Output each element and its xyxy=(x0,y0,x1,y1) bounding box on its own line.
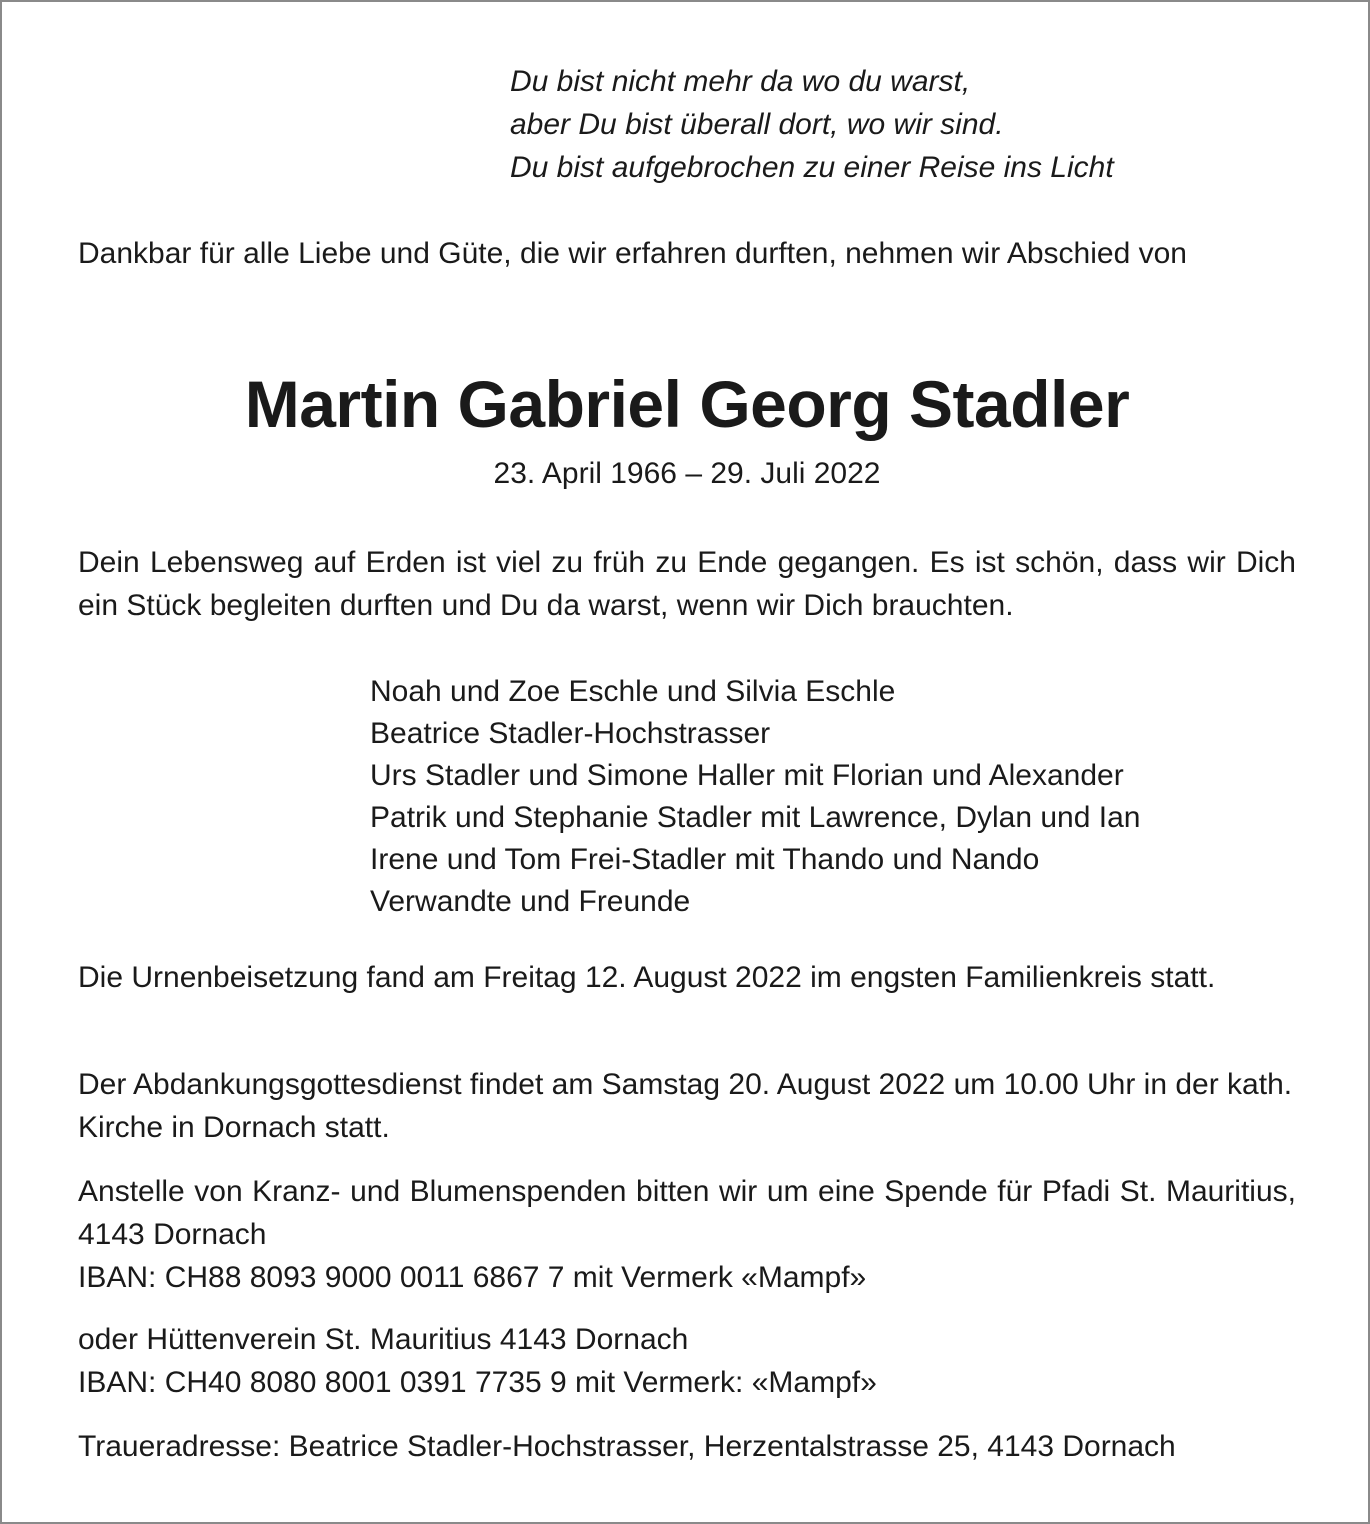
donation-alternative xyxy=(78,1318,1296,1404)
donation-alt-iban: IBAN: CH40 8080 8001 0391 7735 9 mit Vermerk: «Mampf» xyxy=(78,1366,877,1399)
mourner-entry: Beatrice Stadler-Hochstrasser xyxy=(370,717,771,750)
poem-line: aber Du bist überall dort, wo wir sind. xyxy=(510,108,1004,141)
donation-iban: IBAN: CH88 8093 9000 0011 6867 7 mit Vermerk «Mampf» xyxy=(78,1261,867,1294)
intro-text: Dankbar für alle Liebe und Güte, die wir erfahren durften, nehmen wir Abschied von xyxy=(78,237,1187,270)
service-info: Der Abdankungsgottesdienst findet am Samstag 20. August 2022 um 10.00 Uhr in der kath. Kirche in Dornach statt. xyxy=(78,1068,1293,1144)
mourners-list xyxy=(370,671,1140,923)
poem-line: Du bist aufgebrochen zu einer Reise ins Licht xyxy=(510,151,1114,184)
life-dates: 23. April 1966 – 29. Juli 2022 xyxy=(493,457,881,490)
mourner-entry: Urs Stadler und Simone Haller mit Florian und Alexander xyxy=(370,759,1124,792)
deceased-name: Martin Gabriel Georg Stadler xyxy=(244,367,1130,441)
burial-info: Die Urnenbeisetzung fand am Freitag 12. August 2022 im engsten Familienkreis statt. xyxy=(78,961,1216,994)
mourner-entry: Patrik und Stephanie Stadler mit Lawrence, Dylan und Ian xyxy=(370,801,1141,834)
poem xyxy=(510,60,1114,189)
donation-alt-text: oder Hüttenverein St. Mauritius 4143 Dornach xyxy=(78,1323,689,1356)
poem-line: Du bist nicht mehr da wo du warst, xyxy=(510,65,971,98)
mourner-entry: Verwandte und Freunde xyxy=(370,885,691,918)
donation-text: Anstelle von Kranz- und Blumenspenden bitten wir um eine Spende für Pfadi St. Mauritius, 4143 Dornach xyxy=(78,1175,1296,1251)
donation-request xyxy=(78,1170,1296,1299)
mourning-address: Traueradresse: Beatrice Stadler-Hochstrasser, Herzentalstrasse 25, 4143 Dornach xyxy=(78,1430,1176,1463)
mourner-entry: Irene und Tom Frei-Stadler mit Thando und Nando xyxy=(370,843,1040,876)
mourner-entry: Noah und Zoe Eschle und Silvia Eschle xyxy=(370,675,896,708)
tribute-text: Dein Lebensweg auf Erden ist viel zu früh zu Ende gegangen. Es ist schön, dass wir Dich ein Stück begleiten durften und Du da warst, wenn wir Dich brauchten. xyxy=(78,546,1296,622)
